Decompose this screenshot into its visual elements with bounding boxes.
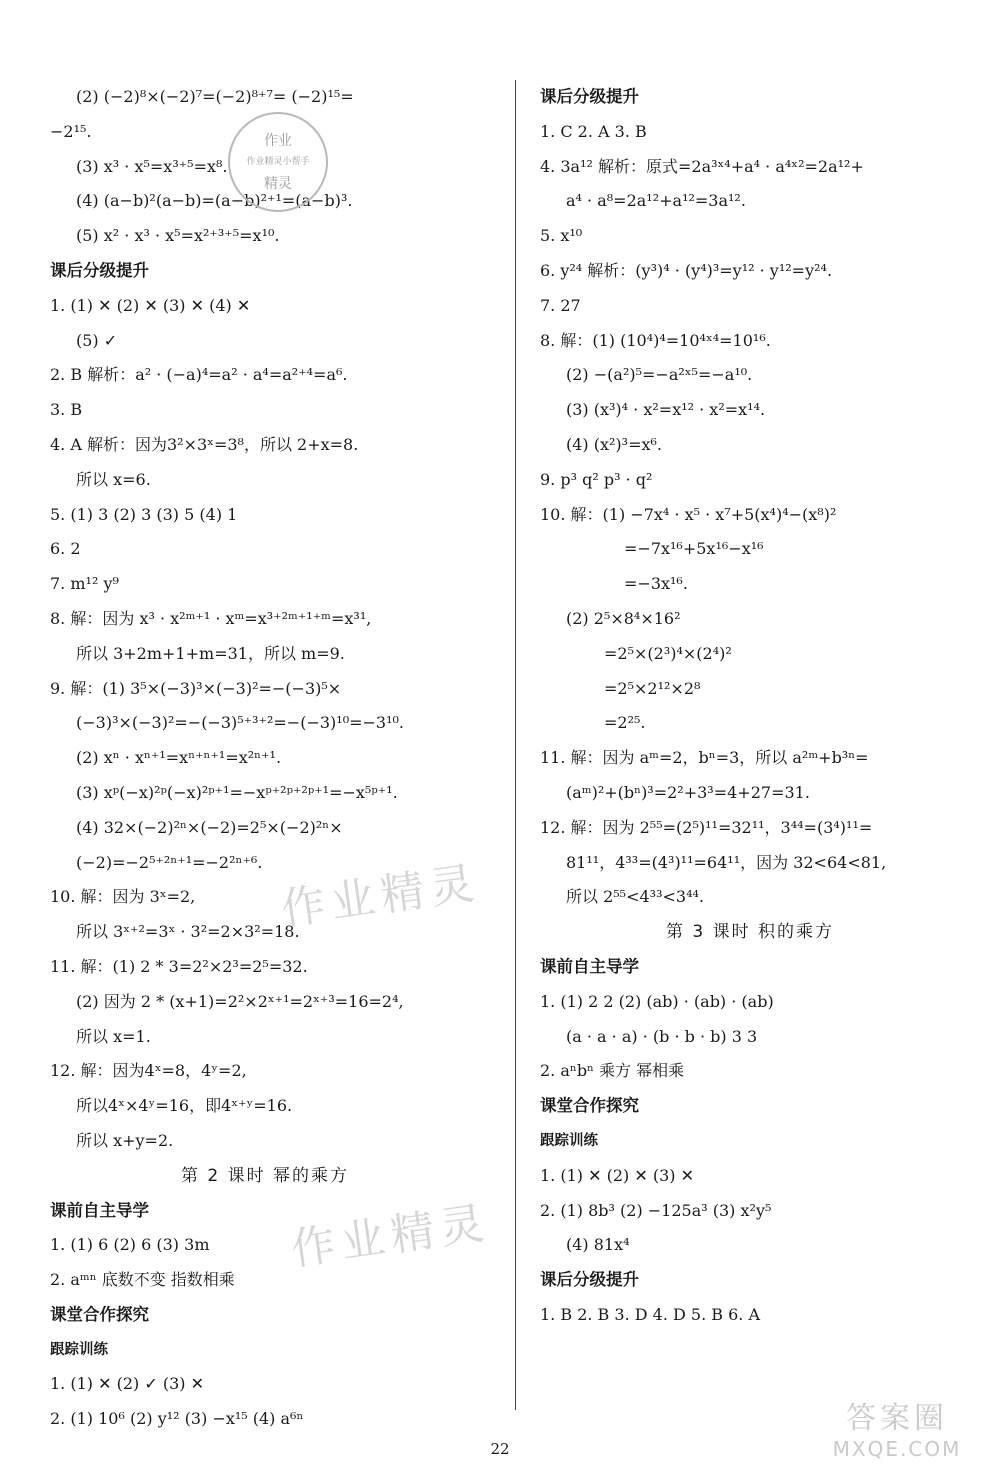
- answer-line: (4) 81x⁴: [566, 1235, 630, 1255]
- answer-line: 11. 解：因为 aᵐ=2，bⁿ=3，所以 a²ᵐ+b³ⁿ=: [540, 748, 869, 768]
- answer-line: (4) 32×(−2)²ⁿ×(−2)=2⁵×(−2)²ⁿ×: [76, 817, 343, 837]
- answer-line: 10. 解：因为 3ˣ=2,: [50, 887, 196, 907]
- answer-line: (aᵐ)²+(bⁿ)³=2²+3³=4+27=31.: [566, 782, 810, 802]
- answer-line: 4. A 解析：因为3²×3ˣ=3⁸，所以 2+x=8.: [50, 434, 359, 454]
- answer-line: =−7x¹⁶+5x¹⁶−x¹⁶: [624, 539, 764, 559]
- answer-line: 12. 解：因为4ˣ=8，4ʸ=2,: [50, 1061, 247, 1081]
- answer-line: 所以 3ˣ⁺²=3ˣ · 3²=2×3²=18.: [76, 922, 300, 942]
- answer-line: 6. y²⁴ 解析：(y³)⁴ · (y⁴)³=y¹² · y¹²=y²⁴.: [540, 260, 833, 280]
- answer-line: 所以 3+2m+1+m=31，所以 m=9.: [76, 643, 345, 663]
- answer-line: 9. p³ q² p³ · q²: [540, 469, 653, 489]
- answer-line: (2) 因为 2 * (x+1)=2²×2ˣ⁺¹=2ˣ⁺³=16=2⁴,: [76, 991, 404, 1011]
- answer-line: 3. B: [50, 400, 83, 420]
- answer-line: (2) (−2)⁸×(−2)⁷=(−2)⁸⁺⁷= (−2)¹⁵=: [76, 87, 354, 106]
- answer-line: 8. 解：(1) (10⁴)⁴=10⁴ˣ⁴=10¹⁶.: [540, 330, 771, 350]
- watermark-stamp: 作业 作业精灵小帮手 精灵: [228, 112, 328, 212]
- section-heading: 课前自主导学: [50, 1200, 149, 1220]
- answer-line: 所以 2⁵⁵<4³³<3⁴⁴.: [566, 887, 705, 907]
- answer-line: =2²⁵.: [604, 713, 646, 733]
- answer-line: 1. B 2. B 3. D 4. D 5. B 6. A: [540, 1304, 761, 1324]
- answer-line: 2. (1) 10⁶ (2) y¹² (3) −x¹⁵ (4) a⁶ⁿ: [50, 1409, 304, 1429]
- answer-line: 2. B 解析：a² · (−a)⁴=a² · a⁴=a²⁺⁴=a⁶.: [50, 365, 348, 385]
- answer-line: 2. aⁿbⁿ 乘方 幂相乘: [540, 1061, 685, 1081]
- answer-line: 1. (1) ✕ (2) ✕ (3) ✕ (4) ✕: [50, 295, 251, 315]
- answer-line: 5. x¹⁰: [540, 226, 583, 246]
- answer-line: 1. (1) 6 (2) 6 (3) 3m: [50, 1235, 210, 1255]
- answer-line: 1. (1) ✕ (2) ✓ (3) ✕: [50, 1374, 204, 1394]
- answer-line: (4) (a−b)²(a−b)=(a−b)²⁺¹=(a−b)³.: [76, 191, 353, 211]
- lesson-title: 第 3 课时 积的乘方: [665, 922, 835, 943]
- answer-line: 4. 3a¹² 解析：原式=2a³ˣ⁴+a⁴ · a⁴ˣ²=2a¹²+: [540, 156, 864, 176]
- answer-line: 81¹¹，4³³=(4³)¹¹=64¹¹，因为 32<64<81,: [566, 852, 887, 872]
- column-divider: [515, 80, 516, 1410]
- answer-line: 所以 x+y=2.: [76, 1130, 174, 1150]
- answer-line: (3) (x³)⁴ · x²=x¹² · x²=x¹⁴.: [566, 400, 766, 420]
- section-heading: 课前自主导学: [540, 956, 639, 976]
- answer-line: 1. (1) ✕ (2) ✕ (3) ✕: [540, 1165, 694, 1185]
- answer-line: 1. (1) 2 2 (2) (ab) · (ab) · (ab): [540, 991, 774, 1011]
- answer-line: (2) xⁿ · xⁿ⁺¹=xⁿ⁺ⁿ⁺¹=x²ⁿ⁺¹.: [76, 748, 282, 768]
- answer-line: (a · a · a) · (b · b · b) 3 3: [566, 1026, 758, 1046]
- section-heading: 课堂合作探究: [50, 1304, 149, 1324]
- section-heading: 课后分级提升: [540, 1270, 639, 1290]
- answer-line: =2⁵×2¹²×2⁸: [604, 678, 701, 698]
- section-heading: 跟踪训练: [50, 1341, 108, 1358]
- answer-line: 9. 解：(1) 3⁵×(−3)³×(−3)²=−(−3)⁵×: [50, 678, 342, 698]
- answer-line: 1. C 2. A 3. B: [540, 121, 647, 141]
- section-heading: 课后分级提升: [50, 260, 149, 280]
- answer-line: 7. m¹² y⁹: [50, 574, 119, 594]
- lesson-title: 第 2 课时 幂的乘方: [180, 1165, 350, 1186]
- answer-line: −2¹⁵.: [50, 121, 92, 141]
- answer-line: a⁴ · a⁸=2a¹²+a¹²=3a¹².: [566, 191, 746, 211]
- answer-line: 2. (1) 8b³ (2) −125a³ (3) x²y⁵: [540, 1200, 772, 1220]
- right-column: [540, 80, 960, 1333]
- answer-line: (2) 2⁵×8⁴×16²: [566, 608, 681, 628]
- answer-line: 7. 27: [540, 295, 581, 315]
- answer-line: =−3x¹⁶.: [624, 574, 688, 594]
- watermark-text: 作业精灵: [288, 1197, 494, 1276]
- answer-line: 5. (1) 3 (2) 3 (3) 5 (4) 1: [50, 504, 238, 524]
- answer-line: (−2)=−2⁵⁺²ⁿ⁺¹=−2²ⁿ⁺⁶.: [76, 852, 263, 872]
- page-number: 22: [490, 1440, 510, 1458]
- answer-line: 12. 解：因为 2⁵⁵=(2⁵)¹¹=32¹¹，3⁴⁴=(3⁴)¹¹=: [540, 817, 873, 837]
- section-heading: 跟踪训练: [540, 1132, 598, 1149]
- answer-line: 所以 x=6.: [76, 469, 151, 489]
- answer-line: 10. 解：(1) −7x⁴ · x⁵ · x⁷+5(x⁴)⁴−(x⁸)²: [540, 504, 837, 524]
- section-heading: 课后分级提升: [540, 87, 639, 106]
- answer-line: (−3)³×(−3)²=−(−3)⁵⁺³⁺²=−(−3)¹⁰=−3¹⁰.: [76, 713, 405, 733]
- corner-logo: 答案圈 MXQE.COM: [832, 1401, 962, 1461]
- answer-line: (5) x² · x³ · x⁵=x²⁺³⁺⁵=x¹⁰.: [76, 226, 280, 246]
- section-heading: 课堂合作探究: [540, 1096, 639, 1116]
- answer-line: =2⁵×(2³)⁴×(2⁴)²: [604, 643, 732, 663]
- answer-line: (2) −(a²)⁵=−a²ˣ⁵=−a¹⁰.: [566, 365, 753, 385]
- answer-line: (5) ✓: [76, 330, 118, 350]
- answer-line: 所以4ˣ×4ʸ=16，即4ˣ⁺ʸ=16.: [76, 1096, 293, 1116]
- answer-line: (4) (x²)³=x⁶.: [566, 434, 663, 454]
- answer-line: (3) x³ · x⁵=x³⁺⁵=x⁸.: [76, 156, 228, 176]
- answer-line: 2. aᵐⁿ 底数不变 指数相乘: [50, 1270, 235, 1290]
- watermark-text: 作业精灵: [278, 857, 484, 936]
- answer-line: (3) xᵖ(−x)²ᵖ(−x)²ᵖ⁺¹=−xᵖ⁺²ᵖ⁺²ᵖ⁺¹=−x⁵ᵖ⁺¹.: [76, 782, 398, 802]
- answer-line: 6. 2: [50, 539, 81, 559]
- answer-line: 8. 解：因为 x³ · x²ᵐ⁺¹ · xᵐ=x³⁺²ᵐ⁺¹⁺ᵐ=x³¹,: [50, 608, 372, 628]
- answer-line: 所以 x=1.: [76, 1026, 151, 1046]
- answer-line: 11. 解：(1) 2 * 3=2²×2³=2⁵=32.: [50, 956, 308, 976]
